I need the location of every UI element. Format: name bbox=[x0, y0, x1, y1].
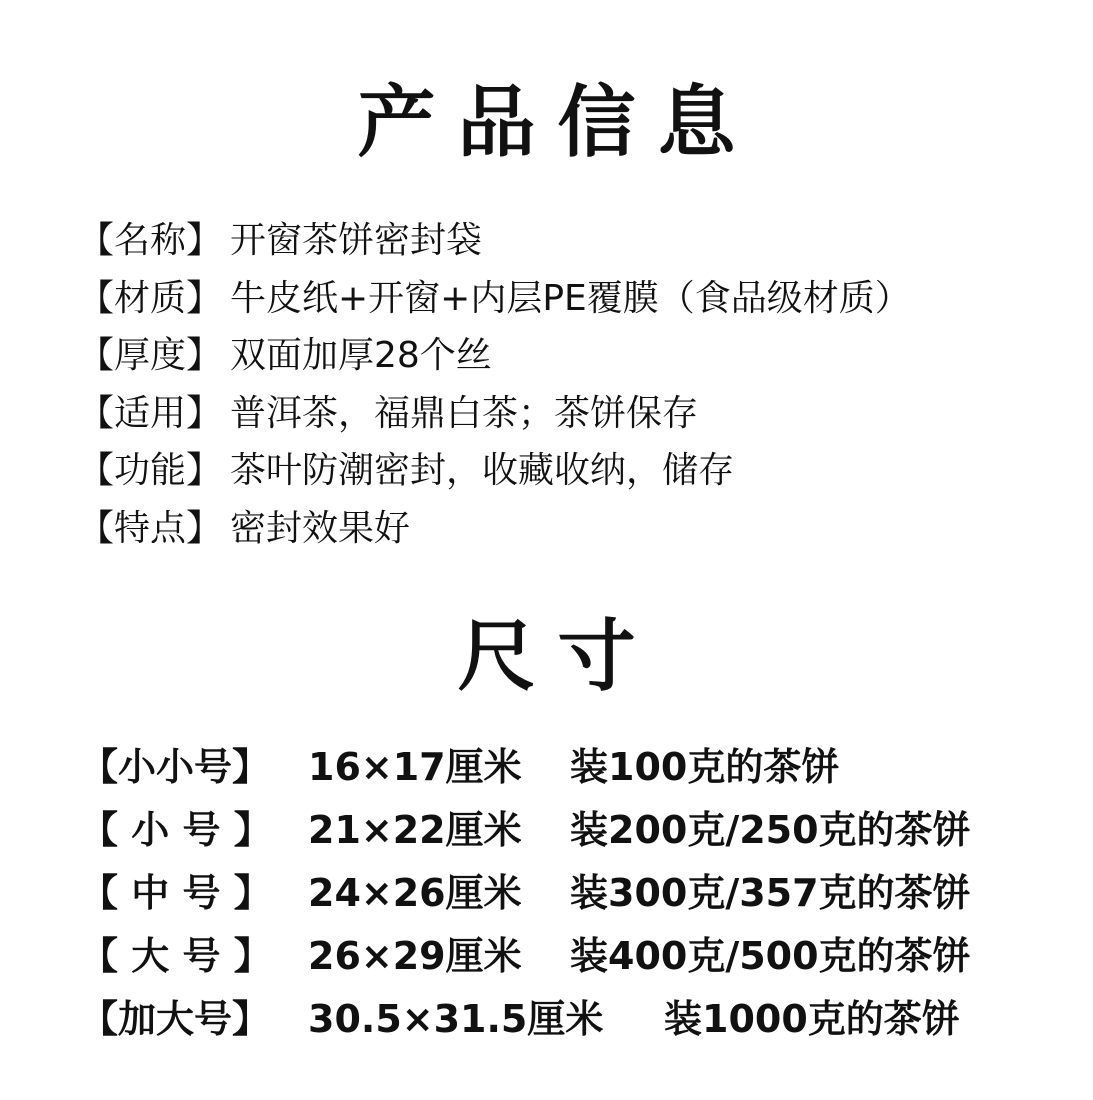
size-row-extra-large bbox=[80, 988, 971, 1051]
size-row-extra-small bbox=[80, 736, 971, 799]
info-key: 【特点】 bbox=[78, 507, 223, 549]
info-value: 密封效果好 bbox=[230, 507, 411, 549]
product-info-list bbox=[78, 212, 911, 558]
size-list bbox=[80, 736, 971, 1051]
size-dimension: 24×26厘米 bbox=[308, 871, 522, 915]
info-key: 【厚度】 bbox=[78, 335, 223, 377]
size-capacity: 装400克/500克的茶饼 bbox=[570, 934, 971, 978]
info-key: 【材质】 bbox=[78, 277, 223, 319]
size-capacity: 装300克/357克的茶饼 bbox=[570, 871, 971, 915]
size-capacity: 装1000克的茶饼 bbox=[664, 997, 960, 1041]
info-value: 茶叶防潮密封，收藏收纳，储存 bbox=[230, 450, 735, 492]
info-key: 【名称】 bbox=[78, 220, 223, 261]
info-row-feature bbox=[78, 500, 911, 558]
info-value: 普洱茶，福鼎白茶；茶饼保存 bbox=[230, 392, 699, 434]
size-dimension: 21×22厘米 bbox=[308, 808, 522, 852]
size-label: 【 小 号 】 bbox=[80, 808, 272, 852]
info-value: 开窗茶饼密封袋 bbox=[230, 220, 483, 261]
size-label: 【小小号】 bbox=[80, 745, 271, 789]
size-dimension: 26×29厘米 bbox=[308, 934, 522, 978]
info-row-function bbox=[78, 442, 911, 500]
info-key: 【功能】 bbox=[78, 450, 223, 492]
info-row-thickness bbox=[78, 327, 911, 385]
size-label: 【加大号】 bbox=[80, 997, 271, 1041]
product-info-title: 产品信息 bbox=[357, 78, 758, 168]
size-row-small bbox=[80, 799, 971, 862]
info-row-material bbox=[78, 270, 911, 328]
info-row-name bbox=[78, 212, 911, 270]
size-dimension: 30.5×31.5厘米 bbox=[308, 997, 604, 1041]
info-value: 牛皮纸+开窗+内层PE覆膜（食品级材质） bbox=[230, 277, 911, 319]
size-label: 【 大 号 】 bbox=[80, 934, 272, 978]
info-key: 【适用】 bbox=[78, 392, 223, 434]
size-dimension: 16×17厘米 bbox=[308, 745, 522, 789]
size-label: 【 中 号 】 bbox=[80, 871, 272, 915]
size-row-medium bbox=[80, 862, 971, 925]
size-capacity: 装200克/250克的茶饼 bbox=[570, 808, 971, 852]
size-title: 尺寸 bbox=[457, 612, 658, 702]
size-row-large bbox=[80, 925, 971, 988]
info-row-usage bbox=[78, 385, 911, 443]
info-value: 双面加厚28个丝 bbox=[230, 335, 492, 377]
size-capacity: 装100克的茶饼 bbox=[570, 745, 840, 789]
